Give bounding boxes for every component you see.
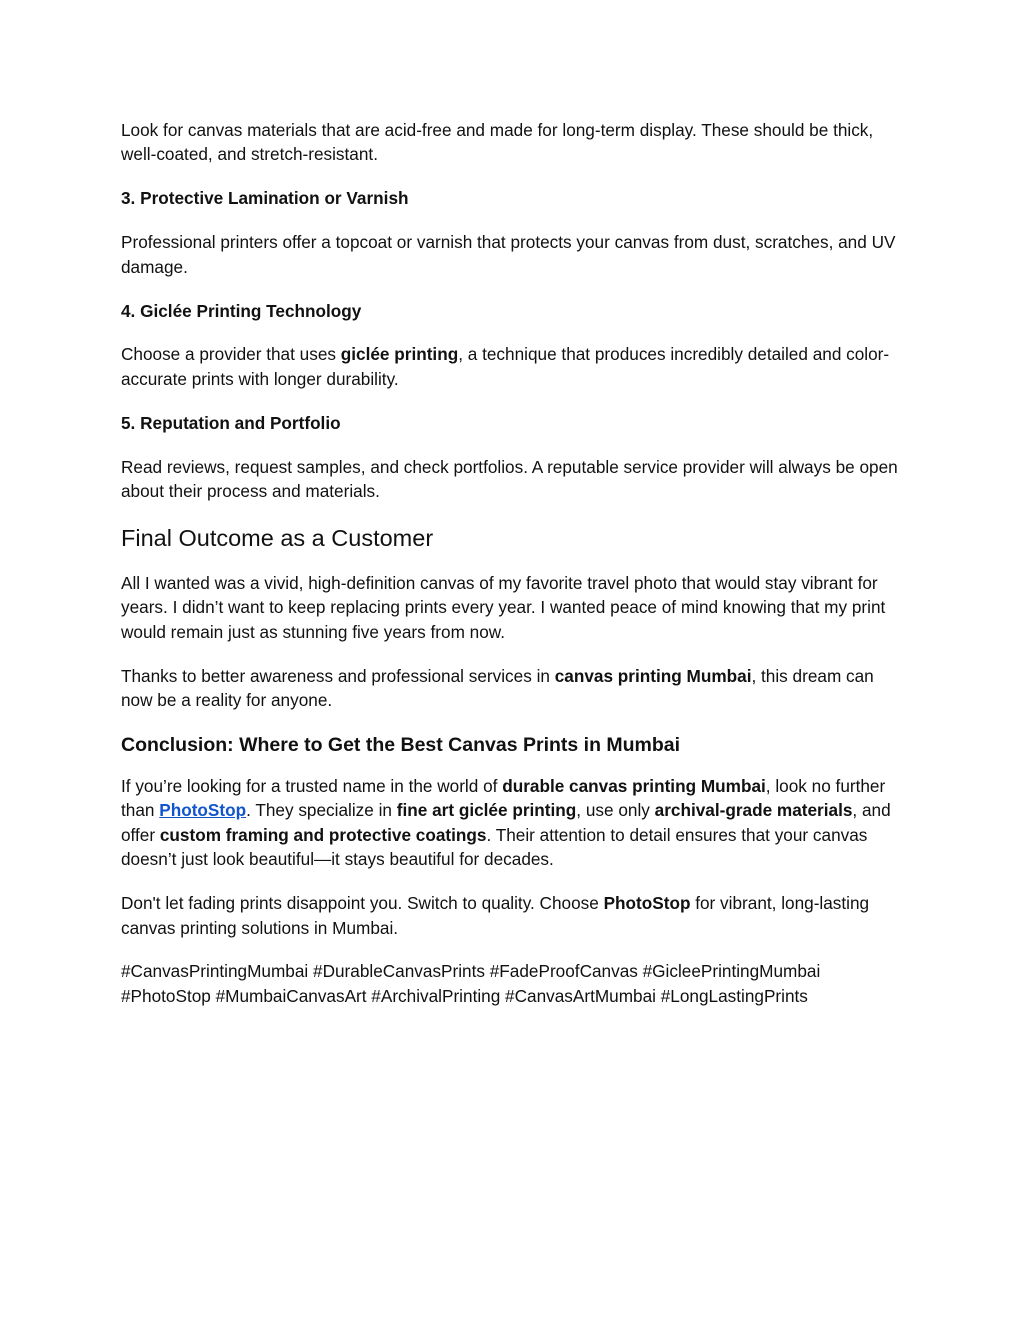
hashtags [121, 959, 901, 1008]
conclusion-text-b: , look no further than [121, 776, 886, 821]
final-outcome-paragraph-2 [121, 664, 901, 713]
section-4-paragraph [121, 342, 901, 391]
archival-grade-bold: archival-grade materials [654, 800, 853, 821]
section-4-heading: 4. Giclée Printing Technology [121, 300, 362, 321]
durable-canvas-bold: durable canvas printing Mumbai [502, 776, 766, 796]
conclusion-text-a: If you’re looking for a trusted name in the world of [121, 776, 503, 796]
conclusion-paragraph-1 [121, 774, 901, 872]
intro-paragraph: Look for canvas materials that are acid-free and made for long-term display. These should be thick, well-coated, and stretch-resistant. [121, 120, 874, 165]
outcome-text-b: , this dream can now be a reality for anyone. [121, 665, 874, 711]
canvas-printing-mumbai-bold: canvas printing Mumbai [554, 665, 752, 686]
final-outcome-heading: Final Outcome as a Customer [121, 524, 434, 551]
conclusion-paragraph-2 [121, 891, 901, 940]
document-page [121, 118, 901, 1028]
conclusion-heading: Conclusion: Where to Get the Best Canvas Prints in Mumbai [121, 734, 681, 756]
custom-framing-bold: custom framing and protective coatings [159, 824, 487, 845]
conclusion-text-c: . They specialize in [246, 800, 397, 821]
giclee-printing-bold: giclée printing [340, 344, 459, 365]
hashtags-line-2: #PhotoStop #MumbaiCanvasArt #ArchivalPrinting #CanvasArtMumbai #LongLastingPrints [121, 985, 808, 1006]
conclusion-p2-text-a: Don't let fading prints disappoint you. Switch to quality. Choose [121, 893, 604, 914]
section-5-paragraph: Read reviews, request samples, and check portfolios. A reputable service provider will always be open about their process and materials. [121, 456, 898, 502]
final-outcome-paragraph-1: All I wanted was a vivid, high-definition canvas of my favorite travel photo that would stay vibrant for years. I didn’t want to keep replacing prints every year. I wanted peace of mind knowing that my print would remain just as stunning five years from now. [121, 572, 886, 642]
conclusion-text-e: , and offer [121, 800, 891, 845]
conclusion-text-f: . Their attention to detail ensures that your canvas doesn’t just look beautiful—it stays beautiful for decades. [121, 824, 868, 870]
photostop-link[interactable]: PhotoStop [159, 800, 247, 821]
section-3-paragraph: Professional printers offer a topcoat or varnish that protects your canvas from dust, scratches, and UV damage. [121, 232, 896, 277]
section-5-heading: 5. Reputation and Portfolio [121, 412, 341, 433]
fine-art-giclee-bold: fine art giclée printing [396, 800, 577, 821]
conclusion-p2-text-b: for vibrant, long-lasting canvas printing solutions in Mumbai. [121, 893, 870, 938]
section-4-text-a: Choose a provider that uses [121, 344, 341, 365]
hashtags-line-1: #CanvasPrintingMumbai #DurableCanvasPrints #FadeProofCanvas #GicleePrintingMumbai [121, 961, 821, 982]
section-3-heading: 3. Protective Lamination or Varnish [121, 188, 409, 209]
section-4-text-b: , a technique that produces incredibly detailed and color-accurate prints with longer durability. [121, 344, 890, 389]
photostop-bold: PhotoStop [603, 893, 691, 914]
outcome-text-a: Thanks to better awareness and professional services in [121, 665, 555, 686]
conclusion-text-d: , use only [576, 800, 655, 821]
